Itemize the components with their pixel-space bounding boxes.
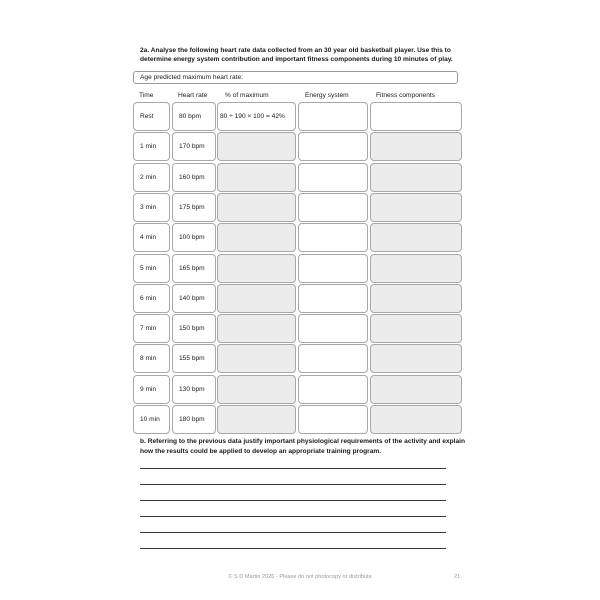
- question-b-text: b. Referring to the previous data justify important physiological requirements of the activity and explain how the results could be applied to develop an appropriate training program.: [140, 438, 465, 455]
- time-cell: 9 min: [133, 375, 170, 404]
- energy-system-cell[interactable]: [298, 163, 368, 192]
- heart-rate-cell: 165 bpm: [172, 254, 216, 283]
- time-cell: 8 min: [133, 344, 170, 373]
- table-row: [0, 132, 600, 161]
- time-cell: 5 min: [133, 254, 170, 283]
- header-energy-system: Energy system: [305, 92, 349, 99]
- energy-system-cell[interactable]: [298, 254, 368, 283]
- answer-line[interactable]: [140, 468, 446, 469]
- age-max-hr-field[interactable]: Age predicted maximum heart rate:: [133, 71, 458, 84]
- table-row: [0, 223, 600, 252]
- time-cell: 7 min: [133, 314, 170, 343]
- percent-max-cell[interactable]: [217, 314, 296, 343]
- time-cell: 6 min: [133, 284, 170, 313]
- fitness-components-cell[interactable]: [370, 223, 462, 252]
- percent-max-cell[interactable]: [217, 284, 296, 313]
- header-time: Time: [139, 92, 154, 99]
- table-row: [0, 193, 600, 222]
- percent-max-cell[interactable]: 80 ÷ 190 × 100 = 42%: [217, 102, 296, 131]
- percent-max-cell[interactable]: [217, 132, 296, 161]
- percent-max-cell[interactable]: [217, 344, 296, 373]
- fitness-components-cell[interactable]: [370, 405, 462, 434]
- heart-rate-cell: 170 bpm: [172, 132, 216, 161]
- time-cell: 4 min: [133, 223, 170, 252]
- table-row: [0, 344, 600, 373]
- percent-max-cell[interactable]: [217, 193, 296, 222]
- energy-system-cell[interactable]: [298, 132, 368, 161]
- answer-line[interactable]: [140, 516, 446, 517]
- header-fitness-components: Fitness components: [376, 92, 436, 99]
- energy-system-cell[interactable]: [298, 284, 368, 313]
- time-cell: 2 min: [133, 163, 170, 192]
- heart-rate-cell: 175 bpm: [172, 193, 216, 222]
- table-row: [0, 284, 600, 313]
- table-row: [0, 163, 600, 192]
- answer-line[interactable]: [140, 484, 446, 485]
- fitness-components-cell[interactable]: [370, 344, 462, 373]
- fitness-components-cell[interactable]: [370, 163, 462, 192]
- fitness-components-cell[interactable]: [370, 132, 462, 161]
- time-cell: 3 min: [133, 193, 170, 222]
- percent-max-cell[interactable]: [217, 163, 296, 192]
- energy-system-cell[interactable]: [298, 223, 368, 252]
- table-row: [0, 314, 600, 343]
- heart-rate-cell: 160 bpm: [172, 163, 216, 192]
- fitness-components-cell[interactable]: [370, 314, 462, 343]
- fitness-components-cell[interactable]: [370, 102, 462, 131]
- table-row: [0, 102, 600, 131]
- heart-rate-cell: 80 bpm: [172, 102, 216, 131]
- table-row: [0, 375, 600, 404]
- question-2a-text: 2a. Analyse the following heart rate data collected from an 30 year old basketball player. Use this to determine energy system contribution and important fitness components during 10 minutes of play.: [140, 47, 453, 63]
- energy-system-cell[interactable]: [298, 193, 368, 222]
- time-cell: 1 min: [133, 132, 170, 161]
- heart-rate-cell: 140 bpm: [172, 284, 216, 313]
- percent-max-cell[interactable]: [217, 375, 296, 404]
- time-cell: 10 min: [133, 405, 170, 434]
- energy-system-cell[interactable]: [298, 405, 368, 434]
- answer-line[interactable]: [140, 548, 446, 549]
- table-row: [0, 405, 600, 434]
- heart-rate-cell: 100 bpm: [172, 223, 216, 252]
- heart-rate-cell: 150 bpm: [172, 314, 216, 343]
- heart-rate-cell: 180 bpm: [172, 405, 216, 434]
- page-number: 21: [454, 574, 461, 580]
- header-percent-max: % of maximum: [225, 92, 269, 99]
- answer-line[interactable]: [140, 532, 446, 533]
- energy-system-cell[interactable]: [298, 344, 368, 373]
- time-cell: Rest: [133, 102, 170, 131]
- table-row: [0, 254, 600, 283]
- copyright-footer: © S D Martin 2026 - Please do not photocopy or distribute: [228, 574, 372, 580]
- percent-max-cell[interactable]: [217, 254, 296, 283]
- fitness-components-cell[interactable]: [370, 284, 462, 313]
- percent-max-cell[interactable]: [217, 223, 296, 252]
- answer-line[interactable]: [140, 500, 446, 501]
- energy-system-cell[interactable]: [298, 375, 368, 404]
- heart-rate-cell: 130 bpm: [172, 375, 216, 404]
- fitness-components-cell[interactable]: [370, 193, 462, 222]
- table-header: [0, 92, 600, 102]
- fitness-components-cell[interactable]: [370, 254, 462, 283]
- energy-system-cell[interactable]: [298, 102, 368, 131]
- percent-max-cell[interactable]: [217, 405, 296, 434]
- header-heart-rate: Heart rate: [178, 92, 208, 99]
- energy-system-cell[interactable]: [298, 314, 368, 343]
- fitness-components-cell[interactable]: [370, 375, 462, 404]
- heart-rate-cell: 155 bpm: [172, 344, 216, 373]
